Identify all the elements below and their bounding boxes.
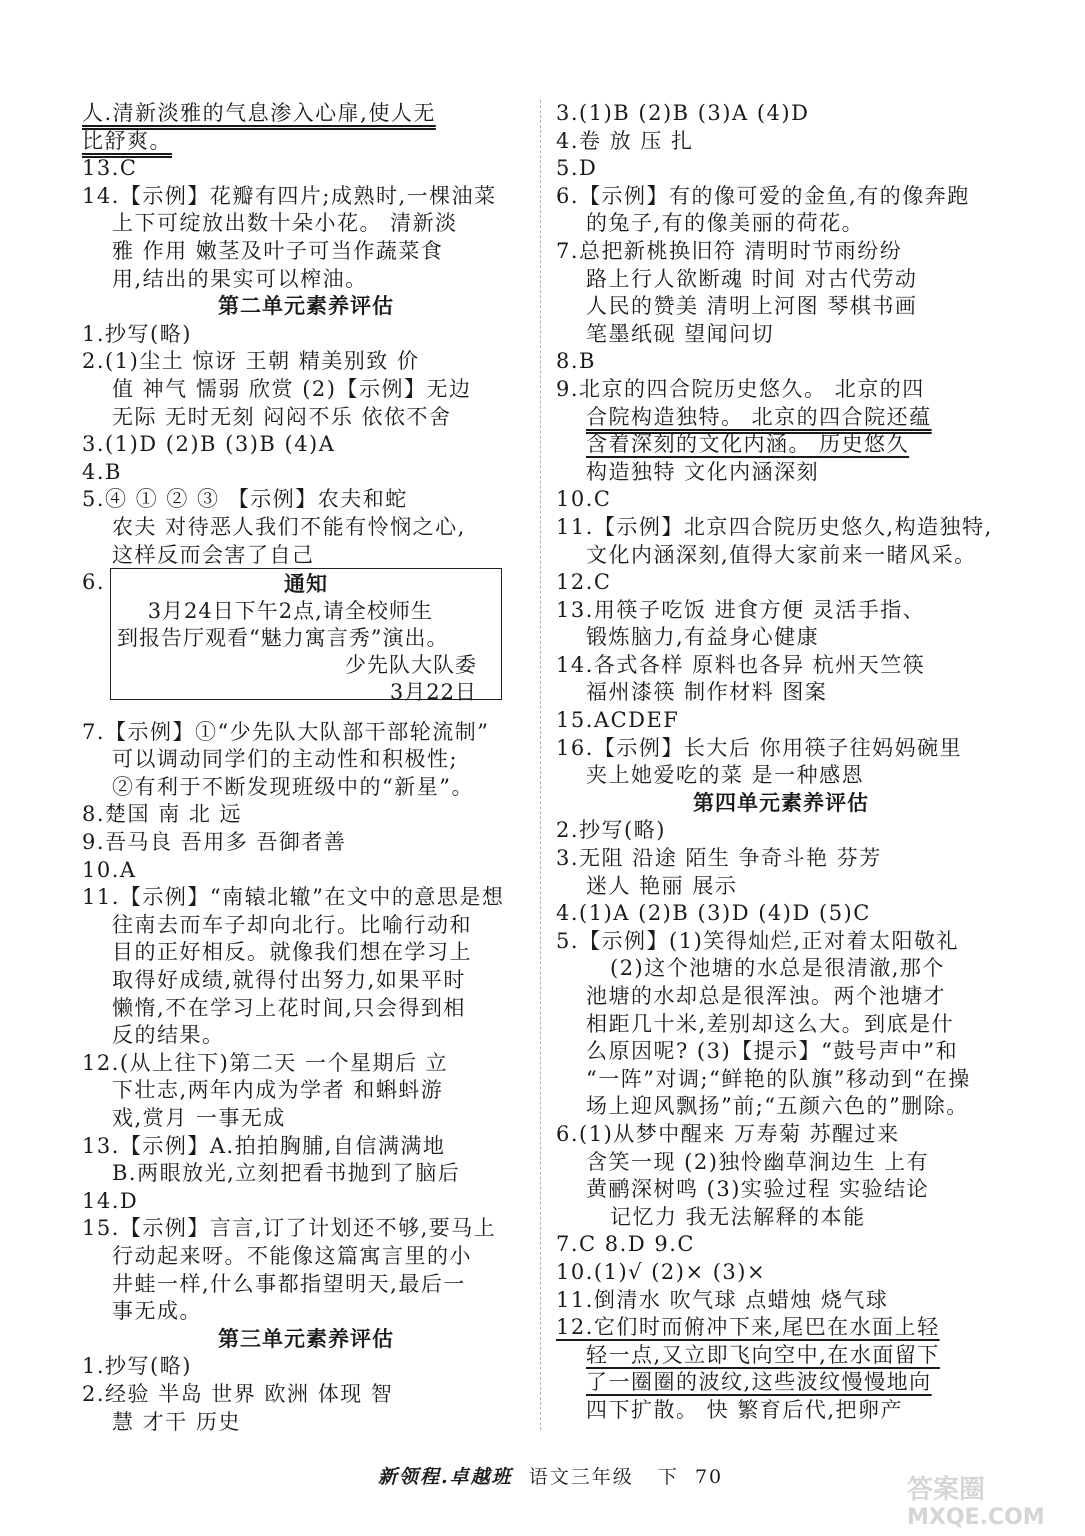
answer-line: (2)这个池塘的水总是很清澈,那个 [610, 956, 945, 981]
answer-line: 7.总把新桃换旧符 清明时节雨纷纷 [556, 238, 903, 263]
answer-line: 10.A [82, 857, 137, 882]
answer-line: 13.【示例】A.拍拍胸脯,自信满满地 [82, 1133, 446, 1158]
answer-line: 文化内涵深刻,值得大家前来一睹风采。 [586, 542, 977, 567]
notice-box [110, 568, 502, 704]
answer-line: 慧 才干 历史 [112, 1409, 241, 1434]
answer-line: 取得好成绩,就得付出努力,如果平时 [112, 968, 466, 993]
answer-line: 8.B [556, 349, 596, 374]
answer-line: 用,结出的果实可以榨油。 [112, 266, 368, 291]
answer-line: 迷人 艳丽 展示 [586, 873, 738, 898]
answer-line: 可以调动同学们的主动性和积极性; [112, 747, 459, 772]
answer-line: 懒惰,不在学习上花时间,只会得到相 [112, 995, 466, 1020]
answer-line: 13.用筷子吃饭 进食方便 灵活手指、 [556, 597, 926, 622]
answer-line: 这样反而会害了自己 [112, 542, 315, 567]
answer-line: 人民的赞美 清明上河图 琴棋书画 [586, 294, 918, 319]
answer-line: 笔墨纸砚 望闻问切 [586, 321, 775, 346]
answer-line: 5.D [556, 156, 598, 181]
answer-line: 事无成。 [112, 1299, 202, 1324]
answer-line: 14.D [82, 1188, 139, 1213]
answer-line: 12.(从上往下)第二天 一个星期后 立 [82, 1050, 449, 1075]
answer-line: 6. [82, 570, 106, 595]
answer-line: 比舒爽。 [82, 128, 172, 153]
footer-subject: 语文三年级 [528, 1466, 634, 1488]
answer-line: 池塘的水却总是很浑浊。两个池塘才 [586, 984, 946, 1008]
answer-line: 场上迎风飘扬”前;“五颜六色的”删除。 [586, 1094, 969, 1119]
answer-line: 4.卷 放 压 扎 [556, 128, 694, 153]
answer-line: 15.ACDEF [556, 708, 680, 733]
answer-line: 10.C [556, 487, 612, 512]
answer-line: 记忆力 我无法解释的本能 [610, 1204, 866, 1229]
answer-line: 井蛙一样,什么事都指望明天,最后一 [112, 1271, 466, 1296]
answer-line: 5.【示例】(1)笑得灿烂,正对着太阳敬礼 [556, 928, 959, 953]
answer-line: 锻炼脑力,有益身心健康 [586, 625, 820, 650]
answer-line: 7.C 8.D 9.C [556, 1232, 695, 1257]
answer-line: 含着深刻的文化内涵。 历史悠久 [586, 432, 910, 457]
answer-line: 无际 无时无刻 闷闷不乐 依依不舍 [112, 404, 452, 429]
answer-line: 路上行人欲断魂 时间 对古代劳动 [586, 266, 918, 291]
answer-line: 2.抄写(略) [556, 818, 666, 843]
answer-line: 9.吾马良 吾用多 吾御者善 [82, 830, 347, 855]
section-heading-unit4: 第四单元素养评估 [693, 790, 869, 815]
answer-line: 轻一点,又立即飞向空中,在水面留下 [586, 1342, 940, 1367]
column-divider [540, 100, 541, 1430]
answer-line: 11.【示例】“南辕北辙”在文中的意思是想 [82, 885, 505, 910]
answer-line: 6.【示例】有的像可爱的金鱼,有的像奔跑 [556, 183, 970, 208]
footer-volume: 下 [657, 1466, 679, 1488]
answer-line: 戏,赏月 一事无成 [112, 1106, 286, 1130]
section-heading-unit2: 第二单元素养评估 [218, 294, 394, 319]
answer-line: 10.(1)√ (2)× (3)× [556, 1259, 767, 1284]
answer-line: 值 神气 懦弱 欣赏 (2)【示例】无边 [112, 376, 472, 401]
answer-line: 下壮志,两年内成为学者 和蝌蚪游 [112, 1078, 444, 1103]
answer-line: 12.C [556, 570, 612, 595]
watermark-logo [905, 1472, 1075, 1528]
answer-line: 14.【示例】花瓣有四片;成熟时,一棵油菜 [82, 183, 497, 208]
answer-line: 往南去而车子却向北行。比喻行动和 [112, 912, 472, 937]
answer-line: 行动起来呀。不能像这篇寓言里的小 [112, 1243, 472, 1268]
answer-line: 1.抄写(略) [82, 321, 192, 346]
answer-line: 的兔子,有的像美丽的荷花。 [586, 211, 865, 236]
answer-line: 合院构造独特。 北京的四合院还蕴 [586, 404, 932, 429]
answer-line: 1.抄写(略) [82, 1354, 192, 1379]
answer-line: 么原因呢? (3)【提示】“鼓号声中”和 [586, 1039, 959, 1064]
answer-line: 四下扩散。 快 繁育后代,把卵产 [586, 1397, 904, 1422]
answer-line: 人.清新淡雅的气息渗入心扉,使人无 [82, 101, 436, 125]
answer-line: 4.(1)A (2)B (3)D (4)D (5)C [556, 901, 871, 926]
answer-line: 11.倒清水 吹气球 点蜡烛 烧气球 [556, 1287, 889, 1312]
right-column [556, 100, 1006, 1425]
answer-line: 11.【示例】北京四合院历史悠久,构造独特, [556, 514, 993, 539]
answer-line: 7.【示例】①“少先队大队部干部轮流制” [82, 719, 490, 744]
answer-line: 3.(1)B (2)B (3)A (4)D [556, 101, 810, 125]
answer-line: “一阵”对调;“鲜艳的队旗”移动到“在操 [586, 1066, 971, 1091]
answer-line: 15.【示例】言言,订了计划还不够,要马上 [82, 1216, 497, 1241]
answer-line: 农夫 对待恶人我们不能有怜悯之心, [112, 514, 466, 539]
answer-line: 福州漆筷 制作材料 图案 [586, 680, 828, 705]
notice-body: 到报告厅观看“魅力寓言秀”演出。 [117, 626, 449, 650]
answer-line: 上下可绽放出数十朵小花。 清新淡 [112, 211, 458, 236]
answer-line: 反的结果。 [112, 1023, 225, 1048]
answer-line: 8.楚国 南 北 远 [82, 802, 243, 827]
answer-line: B.两眼放光,立刻把看书抛到了脑后 [112, 1161, 461, 1186]
notice-date: 3月22日 [389, 680, 477, 704]
answer-line: 黄鹂深树鸣 (3)实验过程 实验结论 [586, 1177, 930, 1202]
answer-line: 3.无阻 沿途 陌生 争奇斗艳 芬芳 [556, 846, 882, 871]
answer-line: 相距几十米,差别却这么大。到底是什 [586, 1011, 955, 1036]
left-column [82, 100, 530, 1436]
answer-line: 12.它们时而俯冲下来,尾巴在水面上轻 [556, 1315, 940, 1340]
notice-signer: 少先队大队委 [345, 653, 477, 677]
notice-title: 通知 [284, 572, 328, 596]
answer-line: 6.(1)从梦中醒来 万寿菊 苏醒过来 [556, 1121, 900, 1146]
answer-line: 了一圈圈的波纹,这些波纹慢慢地向 [586, 1370, 932, 1395]
answer-line: 雅 作用 嫩茎及叶子可当作蔬菜食 [112, 238, 444, 263]
answer-line: 13.C [82, 156, 138, 181]
watermark-line1: 答案圈 [907, 1475, 986, 1505]
answer-line: 9.北京的四合院历史悠久。 北京的四 [556, 376, 925, 401]
answer-line: 14.各式各样 原料也各异 杭州天竺筷 [556, 652, 926, 677]
watermark-line2: MXQE.COM [907, 1505, 1045, 1528]
answer-line: ②有利于不断发现班级中的“新星”。 [112, 774, 474, 799]
answer-line: 2.经验 半岛 世界 欧洲 体现 智 [82, 1381, 394, 1406]
answer-line: 5.④ ① ② ③ 【示例】农夫和蛇 [82, 487, 408, 512]
answer-line: 3.(1)D (2)B (3)B (4)A [82, 432, 336, 457]
notice-body: 3月24日下午2点,请全校师生 [117, 599, 433, 623]
answer-line: 2.(1)尘土 惊讶 王朝 精美别致 价 [82, 349, 420, 374]
answer-line: 含笑一现 (2)独怜幽草涧边生 上有 [586, 1149, 930, 1174]
answer-line: 夹上她爱吃的菜 是一种感恩 [586, 763, 865, 788]
answer-line: 16.【示例】长大后 你用筷子往妈妈碗里 [556, 735, 963, 760]
answer-line: 4.B [82, 459, 122, 484]
footer-brand: 新领程.卓越班 [377, 1466, 513, 1488]
answer-line: 目的正好相反。就像我们想在学习上 [112, 940, 472, 965]
page-number: 70 [694, 1466, 724, 1488]
section-heading-unit3: 第三单元素养评估 [218, 1326, 394, 1351]
answer-line: 构造独特 文化内涵深刻 [586, 459, 820, 484]
